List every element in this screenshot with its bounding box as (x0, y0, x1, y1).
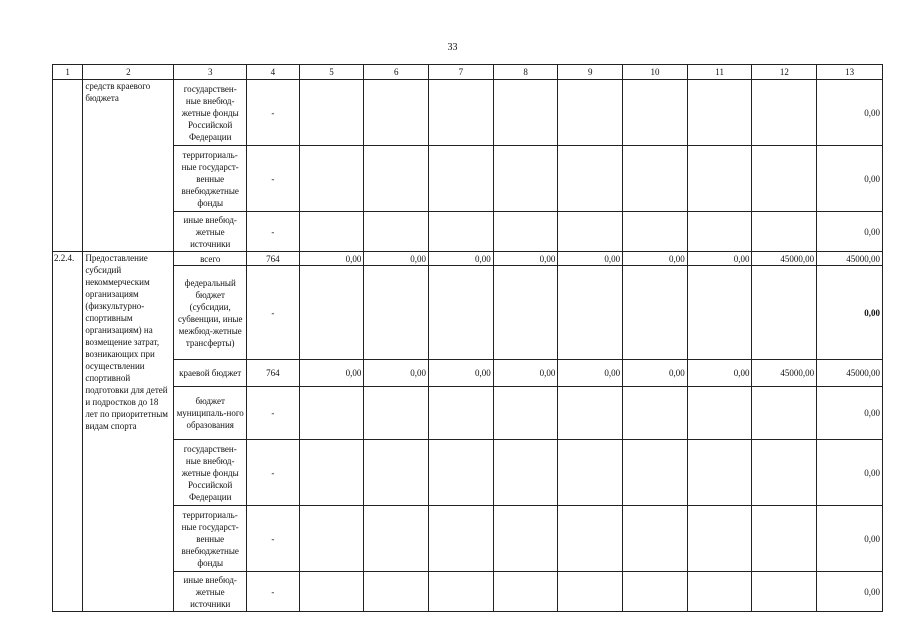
cell-c12: 45000,00 (752, 360, 817, 387)
cell-c13: 0,00 (817, 146, 883, 212)
cell-c13: 0,00 (817, 266, 883, 360)
cell-c13: 0,00 (817, 212, 883, 252)
funding-source: краевой бюджет (174, 360, 247, 387)
funding-source: территориаль-ные государст-венные внебюджетные фонды (174, 146, 247, 212)
cell-c6: 0,00 (364, 360, 429, 387)
header-cell: 1 (53, 65, 83, 80)
table-row (53, 440, 883, 506)
cell-c12: 45000,00 (752, 252, 817, 266)
cell-c4: - (247, 506, 300, 572)
table-row (53, 252, 883, 266)
cell-c4: - (247, 266, 300, 360)
cell-c7: 0,00 (429, 252, 494, 266)
cell-c4: - (247, 80, 300, 146)
funding-source: государствен-ные внебюд-жетные фонды Российской Федерации (174, 440, 247, 506)
cell-c4: - (247, 212, 300, 252)
table-row (53, 387, 883, 440)
cell-c4: - (247, 387, 300, 440)
header-cell: 2 (83, 65, 174, 80)
funding-source: федеральный бюджет (субсидии, субвенции, иные межбюд-жетные трансферты) (174, 266, 247, 360)
header-cell: 3 (174, 65, 247, 80)
row-name: средств краевого бюджета (83, 80, 174, 252)
funding-source: иные внебюд-жетные источники (174, 572, 247, 612)
cell-c8: 0,00 (493, 360, 558, 387)
funding-source: государствен-ные внебюд-жетные фонды Российской Федерации (174, 80, 247, 146)
cell-c9: 0,00 (558, 360, 623, 387)
header-row (53, 65, 883, 80)
funding-source: иные внебюд-жетные источники (174, 212, 247, 252)
header-cell: 13 (817, 65, 883, 80)
table-row (53, 360, 883, 387)
funding-source: бюджет муниципаль-ного образования (174, 387, 247, 440)
cell-c4: - (247, 572, 300, 612)
cell-c10: 0,00 (623, 252, 688, 266)
budget-table (52, 64, 883, 612)
cell-c13: 45000,00 (817, 252, 883, 266)
cell-c4: - (247, 146, 300, 212)
table-row (53, 506, 883, 572)
cell-c7: 0,00 (429, 360, 494, 387)
cell-c13: 45000,00 (817, 360, 883, 387)
cell-c13: 0,00 (817, 440, 883, 506)
cell-c6: 0,00 (364, 252, 429, 266)
header-cell: 10 (623, 65, 688, 80)
table-row (53, 572, 883, 612)
header-cell: 11 (687, 65, 752, 80)
row-code (53, 80, 83, 252)
row-code: 2.2.4. (53, 252, 83, 612)
header-cell: 6 (364, 65, 429, 80)
cell-c10: 0,00 (623, 360, 688, 387)
cell-c11: 0,00 (687, 252, 752, 266)
cell-c9: 0,00 (558, 252, 623, 266)
cell-c4: 764 (247, 252, 300, 266)
table-row (53, 146, 883, 212)
header-cell: 9 (558, 65, 623, 80)
header-cell: 8 (493, 65, 558, 80)
row-name: Предоставление субсидий некоммерческим организациям (физкультурно-спортивным организациям) на возмещение затрат, возникающих при осуществлении спортивной подготовки для детей и подростков до 18 лет по приоритетным видам спорта (83, 252, 174, 612)
cell-c5: 0,00 (299, 252, 364, 266)
table-row (53, 212, 883, 252)
header-cell: 12 (752, 65, 817, 80)
header-cell: 4 (247, 65, 300, 80)
table-row (53, 80, 883, 146)
cell-c4: - (247, 440, 300, 506)
cell-c13: 0,00 (817, 506, 883, 572)
header-cell: 7 (429, 65, 494, 80)
cell-c11: 0,00 (687, 360, 752, 387)
cell-c4: 764 (247, 360, 300, 387)
cell-c13: 0,00 (817, 80, 883, 146)
funding-source: территориаль-ные государст-венные внебюджетные фонды (174, 506, 247, 572)
header-cell: 5 (299, 65, 364, 80)
cell-c5: 0,00 (299, 360, 364, 387)
table-row (53, 266, 883, 360)
funding-source: всего (174, 252, 247, 266)
cell-c8: 0,00 (493, 252, 558, 266)
cell-c13: 0,00 (817, 572, 883, 612)
page-number: 33 (447, 42, 458, 53)
cell-c13: 0,00 (817, 387, 883, 440)
